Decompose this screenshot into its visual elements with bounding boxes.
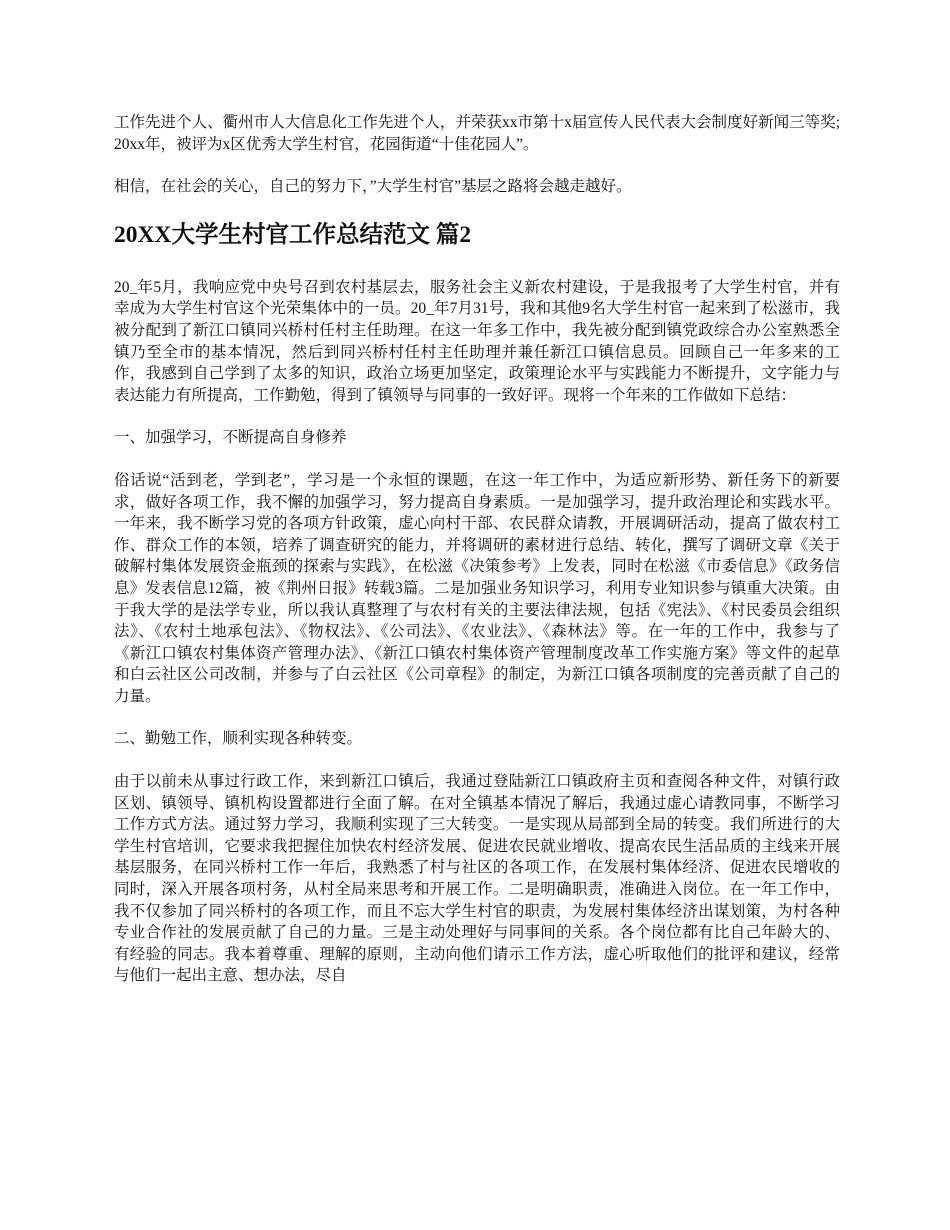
body-paragraph-3: 由于以前未从事过行政工作，来到新江口镇后，我通过登陆新江口镇政府主页和查阅各种文件，对镇行政区划、镇领导、镇机构设置都进行全面了解。在对全镇基本情况了解后，我通过虚心请教同事，不断学习工作方式方法。通过努力学习，我顺利实现了三大转变。一是实现从局部到全局的转变。我们所进行的大学生村官培训，它要求我把握住加快农村经济发展、促进农民就业增收、提高农民生活品质的主线来开展基层服务，在同兴桥村工作一年后，我熟悉了村与社区的各项工作，在发展村集体经济、促进农民增收的同时，深入开展各项村务，从村全局来思考和开展工作。二是明确职责，准确进入岗位。在一年工作中，我不仅参加了同兴桥村的各项工作，而且不忘大学生村官的职责，为发展村集体经济出谋划策，为村各种专业合作社的发展贡献了自己的力量。三是主动处理好与同事间的关系。各个岗位都有比自己年龄大的、有经验的同志。我本着尊重、理解的原则，主动向他们请示工作方法，虚心听取他们的批评和建议，经常与他们一起出主意、想办法，尽自 (114, 773, 840, 985)
document-page (114, 112, 840, 1008)
intro-paragraph-1: 工作先进个人、衢州市人大信息化工作先进个人，并荣获xx市第十x届宣传人民代表大会制度好新闻三等奖;20xx年，被评为x区优秀大学生村官，花园街道“十佳花园人”。 (114, 114, 840, 153)
section-subheading-1: 一、加强学习，不断提高自身修养 (114, 429, 347, 447)
section-subheading-2: 二、勤勉工作，顺利实现各种转变。 (114, 730, 363, 748)
body-paragraph-1: 20_年5月，我响应党中央号召到农村基层去，服务社会主义新农村建设，于是我报考了大学生村官，并有幸成为大学生村官这个光荣集体中的一员。20_年7月31号，我和其他9名大学生村官一起来到了松滋市，我被分配到了新江口镇同兴桥村任村主任助理。在这一年多工作中，我先被分配到镇党政综合办公室熟悉全镇乃至全市的基本情况，然后到同兴桥村任村主任助理并兼任新江口镇信息员。回顾自己一年多来的工作，我感到自己学到了太多的知识，政治立场更加坚定，政策理论水平与实践能力不断提升，文字能力与表达能力有所提高，工作勤勉，得到了镇领导与同事的一致好评。现将一个年来的工作做如下总结： (114, 278, 840, 404)
body-paragraph-2: 俗话说“活到老，学到老”，学习是一个永恒的课题，在这一年工作中，为适应新形势、新任务下的新要求，做好各项工作，我不懈的加强学习，努力提高自身素质。一是加强学习，提升政治理论和实践水平。一年来，我不断学习党的各项方针政策，虚心向村干部、农民群众请教，开展调研活动，提高了做农村工作、群众工作的本领，培养了调查研究的能力，并将调研的素材进行总结、转化，撰写了调研文章《关于破解村集体发展资金瓶颈的探索与实践》，在松滋《决策参考》上发表，同时在松滋《市委信息》《政务信息》发表信息12篇，被《荆州日报》转载3篇。二是加强业务知识学习，利用专业知识参与镇重大决策。由于我大学的是法学专业，所以我认真整理了与农村有关的主要法律法规，包括《宪法》、《村民委员会组织法》、《农村土地承包法》、《物权法》、《公司法》、《农业法》、《森林法》等。在一年的工作中，我参与了《新江口镇农村集体资产管理办法》、《新江口镇农村集体资产管理制度改革工作实施方案》等文件的起草和白云社区公司改制，并参与了白云社区《公司章程》的制定，为新江口镇各项制度的完善贡献了自己的力量。 (114, 471, 840, 705)
intro-paragraph-2: 相信，在社会的关心，自己的努力下，”大学生村官”基层之路将会越走越好。 (114, 178, 632, 196)
section-title: 20XX大学生村官工作总结范文 篇2 (114, 221, 472, 248)
